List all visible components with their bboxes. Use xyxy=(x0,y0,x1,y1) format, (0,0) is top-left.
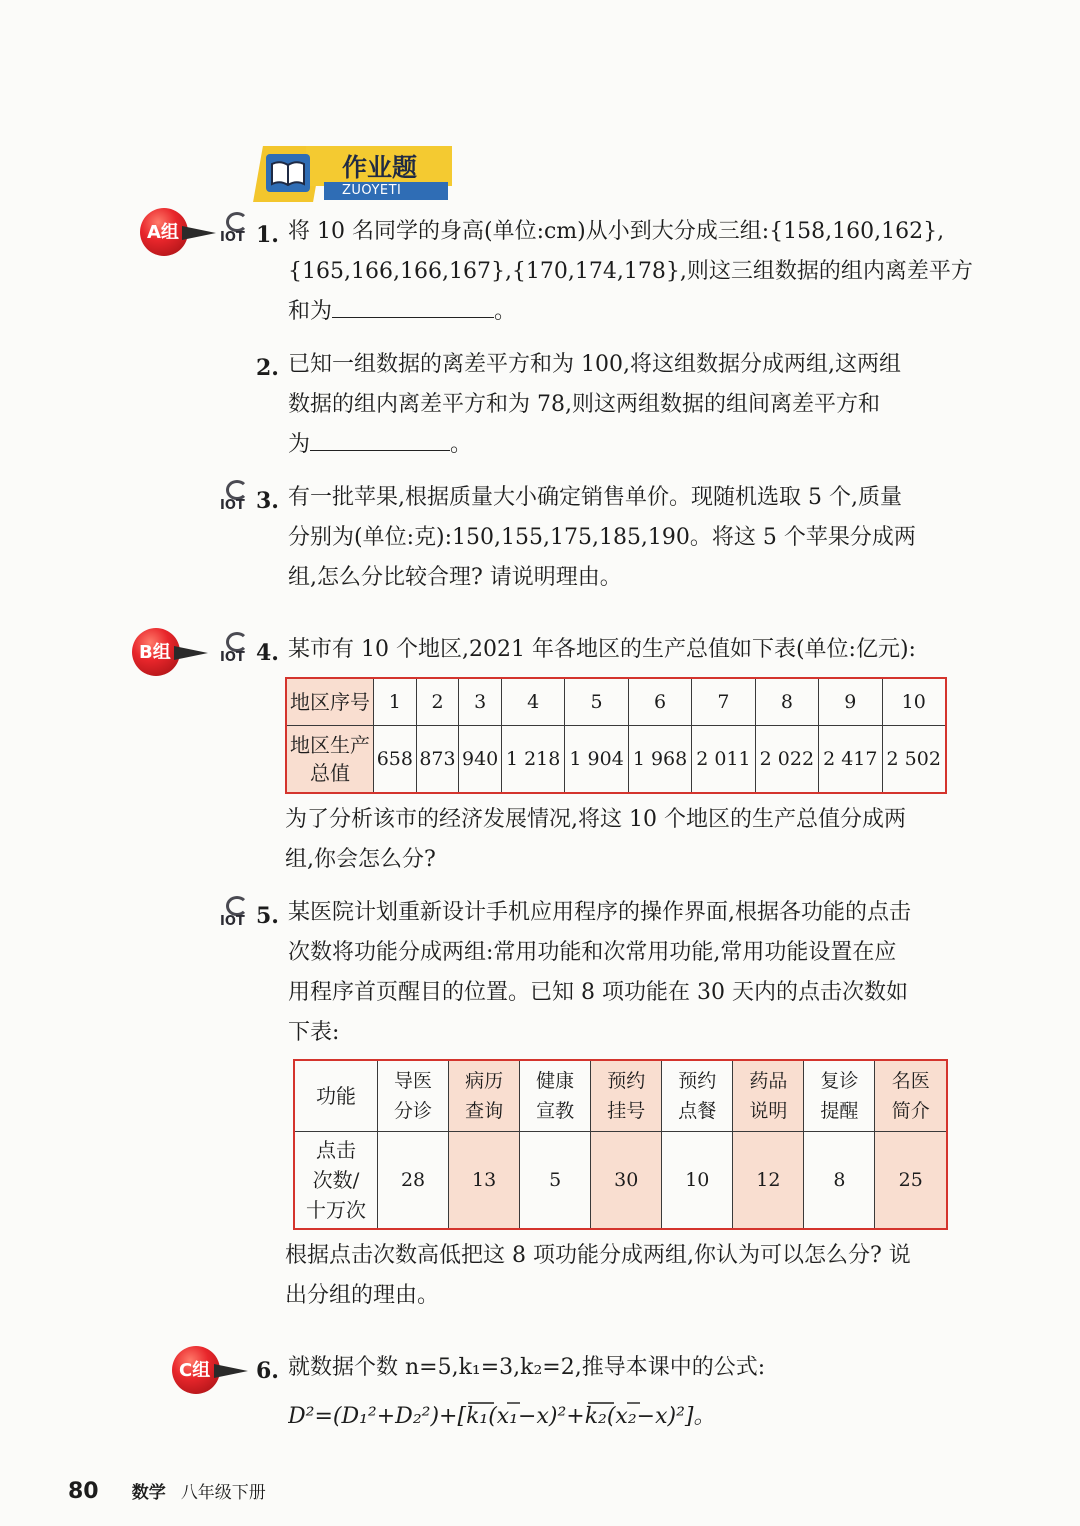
question-2-number: 2. xyxy=(256,355,279,381)
group-a-badge: A组 xyxy=(140,208,226,258)
iot-icon: IOT xyxy=(220,212,254,250)
table-row: 功能 导医 分诊 病历 查询 健康 宣教 预约 挂号 预约 点餐 药品 说明 复诊 提醒 名医 简介 xyxy=(294,1060,947,1132)
svg-text:D²=(D₁²+D₂²)+[k₁(x₁−x)²+k₂(x₂−: D²=(D₁²+D₂²)+[k₁(x₁−x)²+k₂(x₂−x)²]。 xyxy=(288,1404,716,1429)
table-row: 地区序号 1 2 3 4 5 6 7 8 9 10 xyxy=(286,678,946,726)
page-number: 80 xyxy=(68,1479,99,1504)
gdp-table xyxy=(285,677,947,794)
question-2: 已知一组数据的离差平方和为 100,将这组数据分成两组,这两组 数据的组内离差平方和为 78,则这两组数据的组间离差平方和 为 。 xyxy=(288,352,901,457)
page-footer xyxy=(68,1478,266,1504)
formula xyxy=(288,1394,728,1448)
table-row: 地区生产 总值 658 873 940 1 218 1 904 1 968 2 011 2 022 2 417 2 502 xyxy=(286,726,946,794)
iot-icon: IOT xyxy=(220,632,254,670)
question-3: 有一批苹果,根据质量大小确定销售单价。现随机选取 5 个,质量 分别为(单位:克):150,155,175,185,190。将这 5 个苹果分成两 组,怎么分比较合理? 请说明理由。 xyxy=(288,485,916,590)
question-6-text: 就数据个数 n=5,k₁=3,k₂=2,推导本课中的公式: xyxy=(288,1355,766,1380)
question-5: 某医院计划重新设计手机应用程序的操作界面,根据各功能的点击 次数将功能分成两组:常用功能和次常用功能,常用功能设置在应 用程序首页醒目的位置。已知 8 项功能在 30 天内的点击次数如 下表: xyxy=(288,900,911,1045)
formula-image xyxy=(288,1394,728,1434)
question-4-text: 某市有 10 个地区,2021 年各地区的生产总值如下表(单位:亿元): xyxy=(288,637,916,662)
question-3-number: 3. xyxy=(256,488,279,514)
question-1-number: 1. xyxy=(256,222,279,248)
question-4-number: 4. xyxy=(256,640,279,666)
iot-icon: IOT xyxy=(220,896,254,934)
group-b-badge: B组 xyxy=(132,628,218,678)
answer-blank[interactable] xyxy=(310,428,450,451)
group-c-badge: C组 xyxy=(172,1346,258,1396)
banner-title: 作业题 xyxy=(342,153,418,182)
banner-subtitle: ZUOYETI xyxy=(342,183,402,198)
question-6-number: 6. xyxy=(256,1358,279,1384)
question-1: 将 10 名同学的身高(单位:cm)从小到大分成三组:{158,160,162}, {165,166,166,167},{170,174,178},则这三组数据的组内离差平方 和为 。 xyxy=(288,219,973,324)
homework-banner xyxy=(258,146,452,202)
subject-label: 数学 xyxy=(131,1483,166,1503)
question-4-followup: 为了分析该市的经济发展情况,将这 10 个地区的生产总值分成两 组,你会怎么分? xyxy=(285,807,906,872)
clicks-table xyxy=(293,1059,948,1230)
answer-blank[interactable] xyxy=(332,295,494,318)
iot-icon: IOT xyxy=(220,480,254,518)
question-5-followup: 根据点击次数高低把这 8 项功能分成两组,你认为可以怎么分? 说 出分组的理由。 xyxy=(285,1243,911,1308)
question-5-number: 5. xyxy=(256,903,279,929)
book-icon xyxy=(266,154,310,192)
grade-label: 八年级下册 xyxy=(180,1483,266,1503)
table-row: 点击 次数/ 十万次 28 13 5 30 10 12 8 25 xyxy=(294,1132,947,1230)
